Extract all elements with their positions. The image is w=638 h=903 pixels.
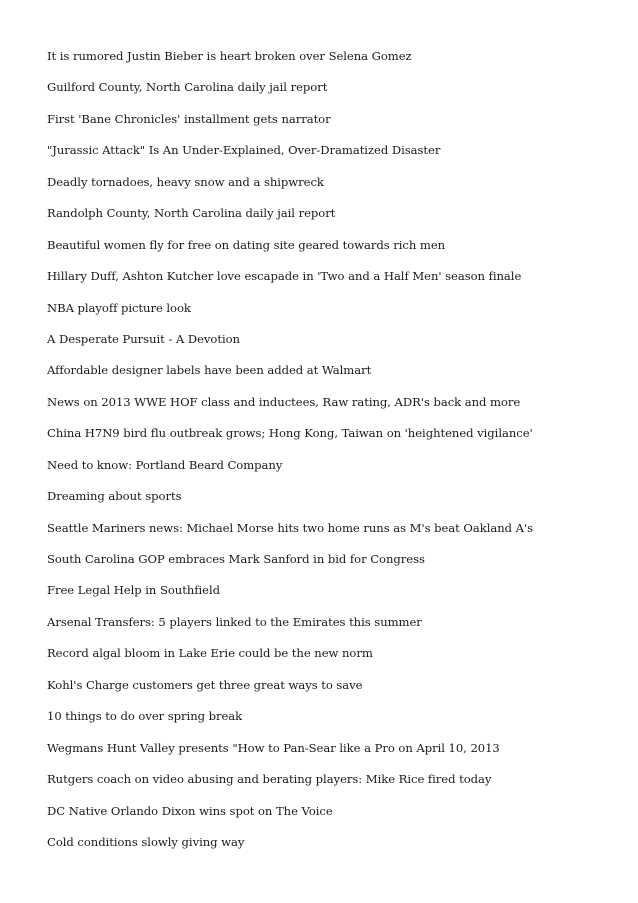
headline-item: Seattle Mariners news: Michael Morse hits two home runs as M's beat Oakland A's (47, 520, 534, 535)
headline-item: Free Legal Help in Southfield (47, 583, 220, 598)
headline-item: China H7N9 bird flu outbreak grows; Hong Kong, Taiwan on 'heightened vigilance' (47, 426, 533, 441)
headline-item: Guilford County, North Carolina daily jail report (47, 80, 328, 95)
headline-item: A Desperate Pursuit - A Devotion (47, 331, 240, 346)
headline-item: News on 2013 WWE HOF class and inductees, Raw rating, ADR's back and more (47, 394, 521, 409)
headline-item: Wegmans Hunt Valley presents "How to Pan-Sear like a Pro on April 10, 2013 (47, 740, 500, 755)
headline-item: Arsenal Transfers: 5 players linked to the Emirates this summer (47, 614, 422, 629)
headline-item: South Carolina GOP embraces Mark Sanford in bid for Congress (47, 552, 425, 566)
headline-item: Beautiful women fly for free on dating site geared towards rich men (47, 237, 446, 252)
headline-item: Deadly tornadoes, heavy snow and a shipwreck (47, 174, 324, 189)
headline-item: Dreaming about sports (47, 489, 182, 504)
headline-item: Randolph County, North Carolina daily jail report (47, 206, 336, 221)
headline-item: Kohl's Charge customers get three great ways to save (47, 677, 363, 692)
headline-item: Need to know: Portland Beard Company (47, 457, 283, 472)
headline-item: Affordable designer labels have been added at Walmart (47, 363, 372, 378)
headline-item: NBA playoff picture look (47, 300, 191, 315)
headline-item: It is rumored Justin Bieber is heart broken over Selena Gomez (47, 49, 412, 63)
headline-item: "Jurassic Attack" Is An Under-Explained, Over-Dramatized Disaster (47, 143, 441, 158)
headline-item: Rutgers coach on video abusing and berating players: Mike Rice fired today (47, 772, 492, 787)
headline-item: Hillary Duff, Ashton Kutcher love escapade in 'Two and a Half Men' season finale (47, 269, 522, 284)
headline-item: Record algal bloom in Lake Erie could be the new norm (47, 646, 373, 661)
headline-item: 10 things to do over spring break (47, 709, 243, 724)
headline-list (47, 47, 617, 864)
headline-item: Cold conditions slowly giving way (47, 834, 245, 849)
headline-item: DC Native Orlando Dixon wins spot on The Voice (47, 803, 333, 818)
headline-item: First 'Bane Chronicles' installment gets narrator (47, 111, 331, 126)
